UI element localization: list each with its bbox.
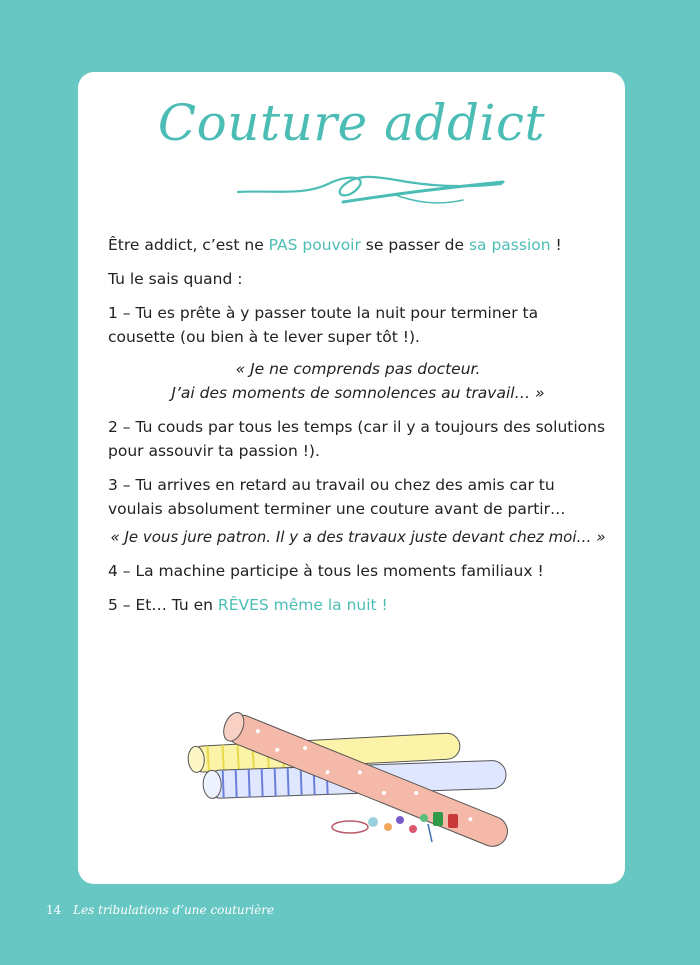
list-item-1: 1 – Tu es prête à y passer toute la nuit pour terminer ta cousette (ou bien à te lever super tôt !). — [108, 304, 539, 346]
list-item-5-text: 5 – Et… Tu en — [108, 596, 218, 614]
intro-text: Être addict, c’est ne — [108, 236, 269, 254]
list-item-2: 2 – Tu couds par tous les temps (car il y a toujours des solutions pour assouvir ta passion !). — [108, 418, 606, 460]
article-body — [108, 233, 608, 627]
intro-highlight-2: sa passion — [468, 236, 551, 254]
list-item-3: 3 – Tu arrives en retard au travail ou chez des amis car tu voulais absolument terminer une couture avant de partir… — [108, 476, 566, 518]
content-card — [78, 72, 625, 884]
page-title: Couture addict — [157, 94, 546, 152]
page-footer — [46, 903, 274, 917]
intro-text-2: se passer de — [360, 236, 469, 254]
intro-paragraph — [108, 233, 608, 257]
needle-thread-icon — [233, 166, 508, 214]
intro-highlight-1: PAS pouvoir — [268, 236, 361, 254]
list-item-5-highlight: RÊVES même la nuit ! — [217, 596, 388, 614]
intro-text-3: ! — [550, 236, 562, 254]
quote-1-line-1: « Je ne comprends pas docteur. — [235, 360, 481, 378]
quote-1-line-2: J’ai des moments de somnolences au travail… » — [171, 384, 545, 402]
list-item-5 — [108, 593, 608, 617]
book-title: Les tribulations d’une couturière — [73, 903, 275, 917]
page-number: 14 — [46, 903, 62, 917]
fabric-rolls-illustration — [178, 712, 533, 852]
list-item-4: 4 – La machine participe à tous les moments familiaux ! — [108, 562, 544, 580]
quote-2: « Je vous jure patron. Il y a des travaux juste devant chez moi… » — [110, 528, 606, 546]
quote-1 — [108, 357, 608, 405]
lead-text: Tu le sais quand : — [108, 270, 243, 288]
